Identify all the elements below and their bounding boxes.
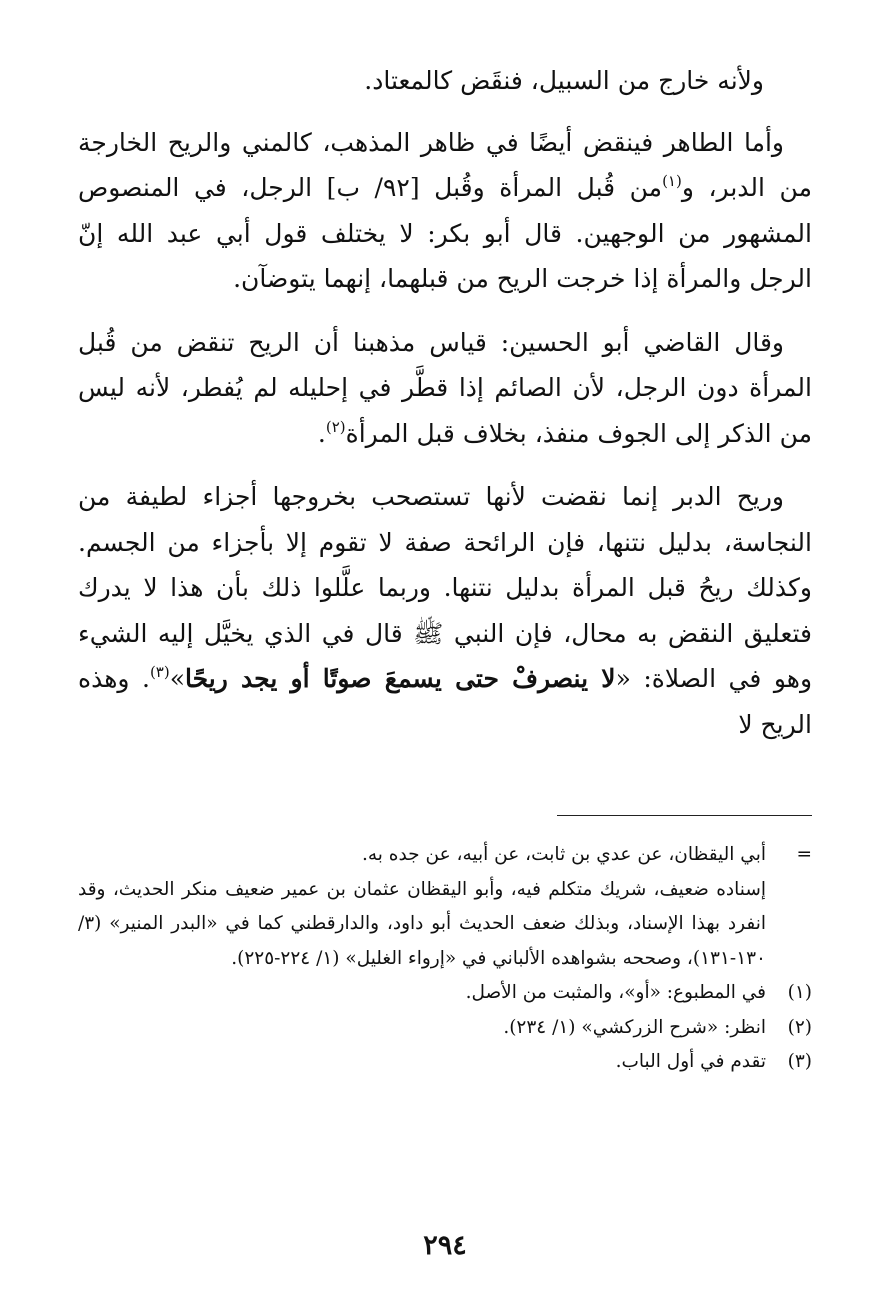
footnote-1-mark: (١)	[787, 982, 812, 1003]
continuation-line-2: إسناده ضعيف، شريك متكلم فيه، وأبو اليقظان عثمان بن عمير ضعيف منكر الحديث، وقد انفرد بهذا الإسناد، وبذلك ضعف الحديث أبو داود، والدارقطني كما في «البدر المنير» (٣/ ١٣٠-١٣١)، وصححه بشواهده الألباني في «إرواء الغليل» (١/ ٢٢٤-٢٢٥).	[78, 878, 766, 969]
footnote-3-mark: (٣)	[787, 1051, 812, 1072]
paragraph-4-text-b: . وهذه الريح لا	[78, 664, 812, 739]
paragraph-2-text-a: وأما الطاهر فينقض أيضًا في ظاهر المذهب، كالمني والريح الخارجة من الدبر، و	[78, 127, 812, 202]
footnote-2	[78, 1011, 812, 1046]
paragraph-1-text: ولأنه خارج من السبيل، فنقَض كالمعتاد.	[364, 66, 764, 95]
footnote-2-text: انظر: «شرح الزركشي» (١/ ٢٣٤).	[503, 1016, 766, 1038]
page-number: ٢٩٤	[423, 1230, 467, 1261]
book-page	[78, 58, 812, 1290]
footnote-separator	[557, 815, 812, 816]
quote-close: »	[169, 664, 186, 693]
paragraph-3	[78, 320, 812, 457]
footnote-3-text: تقدم في أول الباب.	[615, 1051, 766, 1072]
paragraph-3-text: وقال القاضي أبو الحسين: قياس مذهبنا أن الريح تنقض من قُبل المرأة دون الرجل، لأن الصائم إذا قطَّر في إحليله لم يُفطر، لأنه ليس من الذكر إلى الجوف منفذ، بخلاف قبل المرأة	[78, 327, 812, 448]
footnote-3	[78, 1045, 812, 1080]
paragraph-1	[78, 58, 812, 104]
continuation-line-1: أبي اليقظان، عن عدي بن ثابت، عن أبيه، عن جده به.	[361, 844, 766, 865]
hadith-quote: لا ينصرفْ حتى يسمعَ صوتًا أو يجد ريحًا	[185, 664, 616, 693]
paragraph-2	[78, 120, 812, 302]
continuation-body	[78, 838, 766, 976]
continuation-mark: =	[796, 844, 812, 865]
footnote-ref-3[interactable]: (٣)	[149, 663, 170, 681]
paragraph-4-text-a: وريح الدبر إنما نقضت لأنها تستصحب بخروجها أجزاء لطيفة من النجاسة، بدليل نتنها، فإن الرائحة صفة لا تقوم إلا بأجزاء من الجسم. وكذلك ريحُ قبل المرأة بدليل نتنها. وربما علَّلوا ذلك بأن هذا لا يدرك فتعليق النقض به محال، فإن النبي ﷺ قال في الذي يخيَّل إليه الشيء وهو في الصلاة: «	[78, 482, 813, 693]
paragraph-4	[78, 474, 812, 747]
paragraph-2-text-b: من قُبل المرأة وقُبل [٩٢/ ب] الرجل، في المنصوص المشهور من الوجهين. قال أبو بكر: لا يختلف قول أبي عبد الله إنّ الرجل والمرأة إذا خرجت الريح من قبلهما، إنهما يتوضآن.	[78, 173, 812, 293]
footnotes	[78, 838, 812, 1080]
footnote-1-text: في المطبوع: «أو»، والمثبت من الأصل.	[465, 982, 766, 1003]
main-text	[78, 58, 812, 747]
paragraph-3-end: .	[317, 418, 326, 448]
footnote-ref-1[interactable]: (١)	[662, 172, 682, 190]
footnote-continuation	[78, 838, 812, 976]
footnote-2-mark: (٢)	[787, 1016, 812, 1038]
footnote-1	[78, 976, 812, 1011]
footnote-ref-2[interactable]: (٢)	[325, 417, 346, 436]
